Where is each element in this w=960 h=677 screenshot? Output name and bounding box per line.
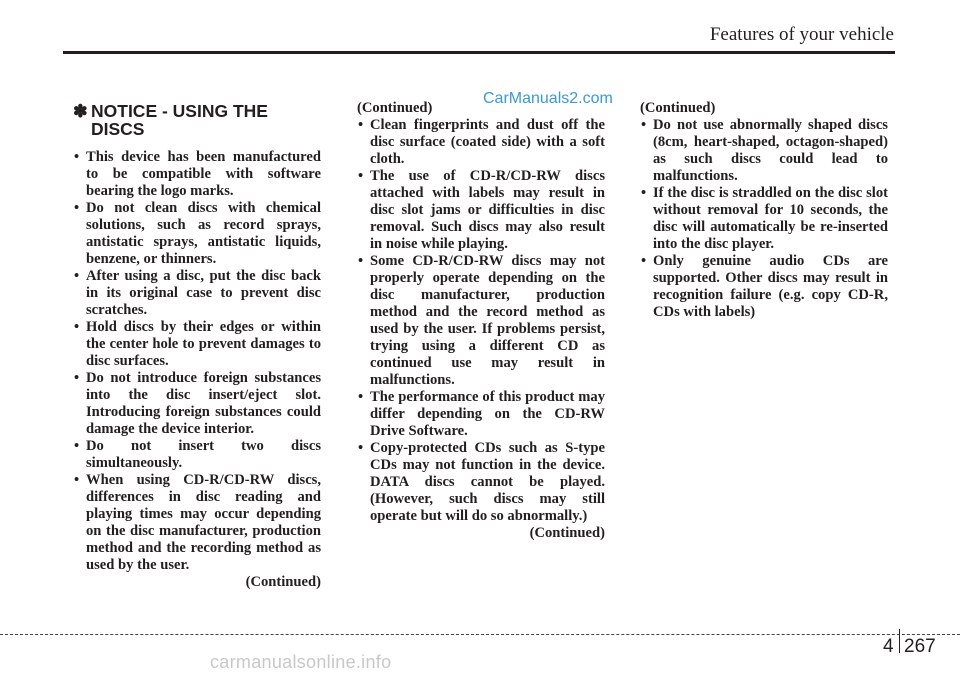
bullet-list-col1 — [73, 149, 321, 574]
list-item: • The use of CD-R/CD-RW discs attached with labels may result in disc slot jams or difficulties in disc removal. Such discs may also result in noise while playing. — [357, 168, 605, 253]
chapter-number: 4 — [883, 636, 894, 657]
notice-title-line2: DISCS — [91, 119, 145, 139]
list-item: • Do not insert two discs simultaneously. — [73, 438, 321, 472]
column-2 — [357, 100, 605, 542]
list-item: • Do not use abnormally shaped discs (8cm, heart-shaped, octagon-shaped) as such discs could lead to malfunctions. — [640, 117, 888, 185]
footer-dashed-rule — [0, 634, 960, 635]
page-number: 267 — [904, 636, 936, 657]
notice-star-icon: ✽ — [73, 101, 88, 121]
continued-label: (Continued) — [245, 574, 321, 590]
list-item: • Do not introduce foreign substances into the disc insert/eject slot. Introducing foreign substances could damage the device interior. — [73, 370, 321, 438]
list-item: • Some CD-R/CD-RW discs may not properly operate depending on the disc manufacturer, production method and the record method as used by the user. If problems persist, trying using a different CD as continued use may result in malfunctions. — [357, 253, 605, 389]
list-item: • Copy-protected CDs such as S-type CDs may not function in the device. DATA discs cannot be played. (However, such discs may still operate but will do so abnormally.) — [357, 440, 605, 525]
list-item: • Do not clean discs with chemical solutions, such as record sprays, antistatic sprays, antistatic liquids, benzene, or thinners. — [73, 200, 321, 268]
list-item: • Only genuine audio CDs are supported. Other discs may result in recognition failure (e.g. copy CD-R, CDs with labels) — [640, 253, 888, 321]
list-item: • After using a disc, put the disc back in its original case to prevent disc scratches. — [73, 268, 321, 319]
column-1 — [73, 100, 321, 591]
bullet-list-col2 — [357, 117, 605, 525]
list-item: • This device has been manufactured to be compatible with software bearing the logo marks. — [73, 149, 321, 200]
bullet-list-col3 — [640, 117, 888, 321]
notice-heading — [73, 102, 321, 138]
list-item: • When using CD-R/CD-RW discs, differences in disc reading and playing times may occur depending on the disc manufacturer, production method and the recording method as used by the user. — [73, 472, 321, 574]
header-rule — [63, 51, 895, 54]
list-item: • If the disc is straddled on the disc slot without removal for 10 seconds, the disc will automatically be re-inserted into the disc player. — [640, 185, 888, 253]
list-item: • The performance of this product may differ depending on the CD-RW Drive Software. — [357, 389, 605, 440]
watermark-bottom: carmanualsonline.info — [210, 652, 392, 672]
column-3 — [640, 100, 888, 321]
notice-title-line1: NOTICE - USING THE — [91, 101, 268, 121]
continued-label: (Continued) — [357, 100, 433, 116]
list-item: • Hold discs by their edges or within the center hole to prevent damages to disc surfaces. — [73, 319, 321, 370]
continued-label: (Continued) — [529, 525, 605, 541]
watermark-top: CarManuals2.com — [483, 90, 613, 107]
continued-label: (Continued) — [640, 100, 716, 116]
list-item: • Clean fingerprints and dust off the disc surface (coated side) with a soft cloth. — [357, 117, 605, 168]
page-number-separator — [899, 629, 900, 653]
section-title: Features of your vehicle — [709, 24, 894, 45]
